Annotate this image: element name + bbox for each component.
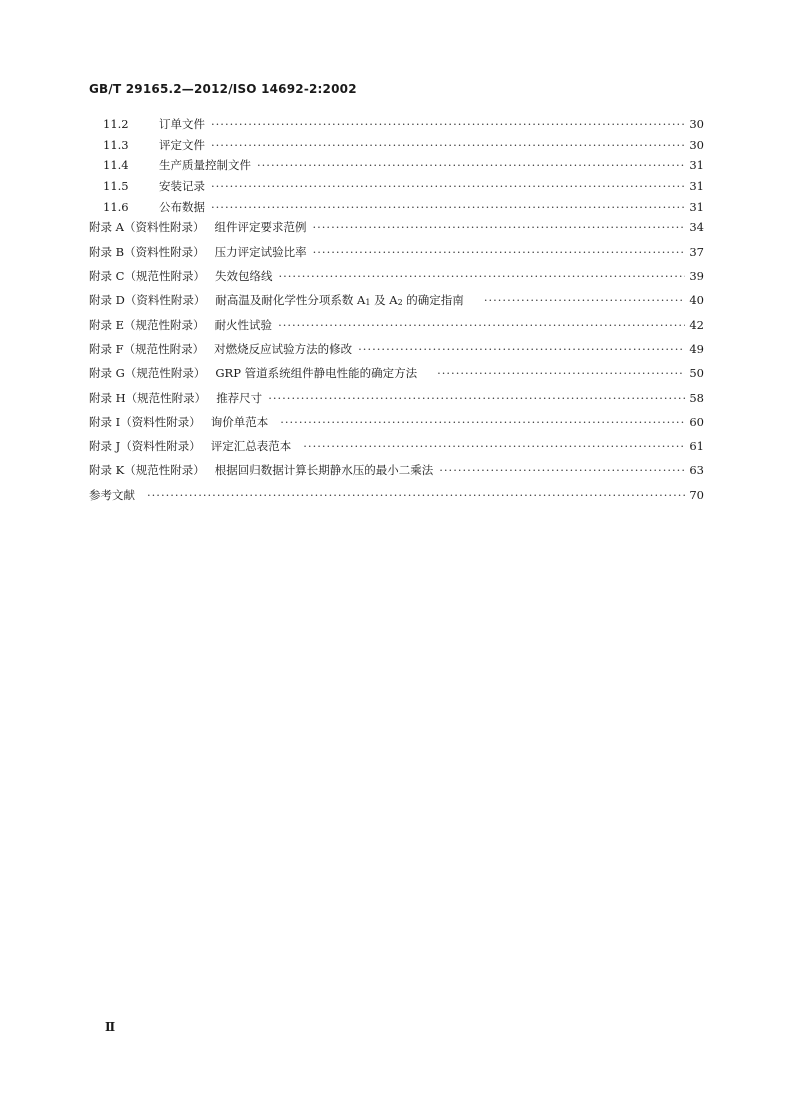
toc-page-number: 58: [689, 390, 704, 405]
toc-leader-dots: [257, 160, 685, 172]
toc-appendix-label: 附录 F（规范性附录）: [89, 341, 205, 356]
toc-page-number: 31: [689, 179, 704, 194]
toc-leader-dots: [278, 271, 685, 283]
toc-leader-dots: [278, 320, 685, 332]
document-header: GB/T 29165.2—2012/ISO 14692-2:2002: [89, 82, 357, 96]
toc-appendix-label: 附录 J（资料性附录）: [89, 439, 201, 454]
toc-entry-title: 组件评定要求范例: [214, 220, 307, 235]
table-of-contents: [89, 119, 704, 514]
toc-page-number: 30: [689, 137, 704, 152]
toc-leader-dots: [147, 490, 685, 502]
toc-entry-appendix-f[interactable]: [89, 341, 704, 368]
toc-appendix-label: 附录 H（规范性附录）: [89, 390, 207, 405]
toc-entry-appendix-g[interactable]: [89, 368, 704, 392]
toc-entry-appendix-b[interactable]: [89, 244, 704, 271]
toc-appendix-label: 附录 K（规范性附录）: [89, 463, 205, 478]
toc-leader-dots: [484, 295, 686, 307]
toc-entry-appendix-c[interactable]: [89, 271, 704, 295]
toc-leader-dots: [358, 344, 685, 356]
toc-entry-11-4[interactable]: [89, 160, 704, 181]
toc-page-number: 50: [689, 366, 704, 381]
toc-entry-appendix-d[interactable]: [89, 295, 704, 319]
toc-leader-dots: [313, 247, 686, 259]
toc-entry-appendix-i[interactable]: [89, 414, 704, 441]
toc-page-number: 39: [689, 269, 704, 284]
toc-entry-appendix-j[interactable]: [89, 441, 704, 465]
toc-leader-dots: [211, 140, 685, 152]
toc-entry-title: 生产质量控制文件: [159, 158, 251, 173]
toc-appendix-label: 附录 C（规范性附录）: [89, 269, 205, 284]
toc-entry-title: 耐火性试验: [214, 317, 273, 332]
toc-leader-dots: [268, 393, 685, 405]
toc-page-number: 61: [689, 439, 704, 454]
subscript: 1: [365, 298, 371, 308]
toc-title-part: 的确定指南: [402, 293, 464, 308]
toc-entry-title: 推荐尺寸: [216, 390, 263, 405]
toc-leader-dots: [211, 119, 685, 131]
toc-appendix-label: 附录 E（规范性附录）: [89, 317, 205, 332]
toc-entry-title: GRP 管道系统组件静电性能的确定方法: [215, 366, 418, 381]
toc-entry-11-3[interactable]: [89, 137, 704, 161]
toc-section-number: 11.2: [103, 117, 129, 131]
toc-entry-appendix-k[interactable]: [89, 465, 704, 489]
toc-entry-title: 询价单范本: [210, 414, 269, 429]
toc-entry-11-2[interactable]: [89, 119, 704, 140]
toc-entry-title: 参考文献: [89, 487, 135, 502]
toc-entry-title: [215, 295, 463, 307]
toc-section-number: 11.3: [103, 137, 129, 152]
toc-entry-appendix-h[interactable]: [89, 390, 704, 417]
toc-appendix-label: 附录 I（资料性附录）: [89, 414, 201, 429]
toc-entry-title: 安装记录: [159, 179, 205, 194]
toc-entry-references[interactable]: [89, 487, 704, 514]
toc-entry-11-5[interactable]: [89, 181, 704, 202]
toc-page-number: 30: [689, 117, 704, 131]
toc-section-number: 11.6: [103, 199, 129, 214]
toc-leader-dots: [312, 222, 685, 234]
toc-appendix-label: 附录 A（资料性附录）: [89, 220, 205, 235]
toc-page-number: 42: [689, 317, 704, 332]
toc-entry-title: 公布数据: [159, 199, 205, 214]
toc-entry-title: 失效包络线: [214, 269, 273, 284]
toc-title-part: 及 A: [370, 293, 398, 308]
toc-page-number: 34: [689, 220, 704, 235]
toc-page-number: 31: [689, 158, 704, 173]
toc-leader-dots: [280, 417, 685, 429]
toc-page-number: 49: [689, 341, 704, 356]
toc-entry-title: 订单文件: [159, 117, 205, 131]
toc-appendix-label: 附录 G（规范性附录）: [89, 366, 206, 381]
toc-page-number: 63: [689, 463, 704, 478]
toc-appendix-label: 附录 D（资料性附录）: [89, 293, 206, 308]
toc-entry-11-6[interactable]: [89, 199, 704, 223]
toc-entry-title: 根据回归数据计算长期静水压的最小二乘法: [214, 463, 434, 478]
toc-entry-appendix-e[interactable]: [89, 317, 704, 344]
toc-page-number: 40: [689, 293, 704, 308]
toc-entry-appendix-a[interactable]: [89, 222, 704, 246]
toc-entry-title: 压力评定试验比率: [214, 244, 307, 259]
subscript: 2: [397, 298, 403, 308]
toc-page-number: 37: [689, 244, 704, 259]
toc-appendix-label: 附录 B（资料性附录）: [89, 244, 205, 259]
toc-leader-dots: [303, 441, 685, 453]
toc-entry-title: 评定汇总表范本: [210, 439, 292, 454]
toc-page-number: 60: [689, 414, 704, 429]
toc-leader-dots: [211, 181, 685, 193]
toc-section-number: 11.4: [103, 158, 129, 173]
toc-title-part: 耐高温及耐化学性分项系数 A: [215, 293, 366, 308]
toc-leader-dots: [439, 465, 685, 477]
toc-page-number: 70: [689, 487, 704, 502]
toc-page-number: 31: [689, 199, 704, 214]
toc-entry-title: 评定文件: [159, 137, 205, 152]
toc-leader-dots: [211, 202, 685, 214]
toc-entry-title: 对燃烧反应试验方法的修改: [214, 341, 353, 356]
page-number-footer: Ⅱ: [105, 1020, 116, 1034]
toc-leader-dots: [437, 368, 685, 380]
toc-section-number: 11.5: [103, 179, 129, 194]
